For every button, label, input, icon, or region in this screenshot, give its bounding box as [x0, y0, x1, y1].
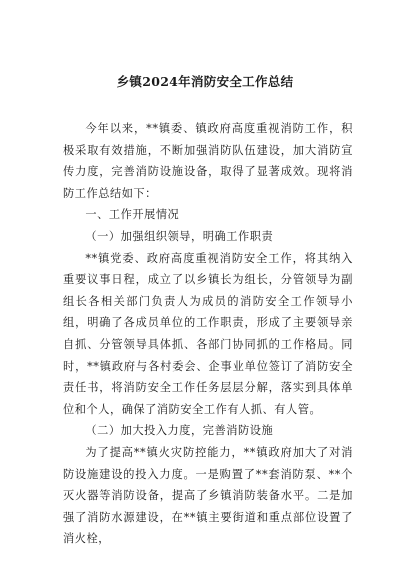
section-heading-1: 一、工作开展情况 — [85, 208, 180, 222]
intro-paragraph: 今年以来，**镇委、镇政府高度重视消防工作，积极采取有效措施，不断加强消防队伍建设，加大消防宣传力度，完善消防设施设备，取得了显著成效。现将消防工作总结如下： — [63, 122, 353, 200]
subsection-2-paragraph: 为了提高**镇火灾防控能力，**镇政府加大了对消防设施建设的投入力度。一是购置了**套消防泵、**个灭火器等消防设备，提高了乡镇消防装备水平。二是加强了消防水源建设，在**镇主要街道和重点部位设置了消火栓， — [63, 445, 353, 546]
subsection-1-paragraph: **镇党委、政府高度重视消防安全工作，将其纳入重要议事日程，成立了以乡镇长为组长，分管领导为副组长各相关部门负责人为成员的消防安全工作领导小组，明确了各成员单位的工作职责，形成了主要领导亲自抓、分管领导具体抓、各部门协同抓的工作格局。同时，**镇政府与各村委会、企事业单位签订了消防安全责任书，将消防安全工作任务层层分解，落实到具体单位和个人，确保了消防安全工作有人抓、有人管。 — [63, 251, 353, 416]
subsection-heading-2: （二）加大投入力度，完善消防设施 — [85, 424, 274, 438]
document-title: 乡镇2024年消防安全工作总结 — [116, 74, 294, 89]
document-body — [63, 118, 353, 550]
subsection-heading-1: （一）加强组织领导，明确工作职责 — [85, 229, 274, 243]
